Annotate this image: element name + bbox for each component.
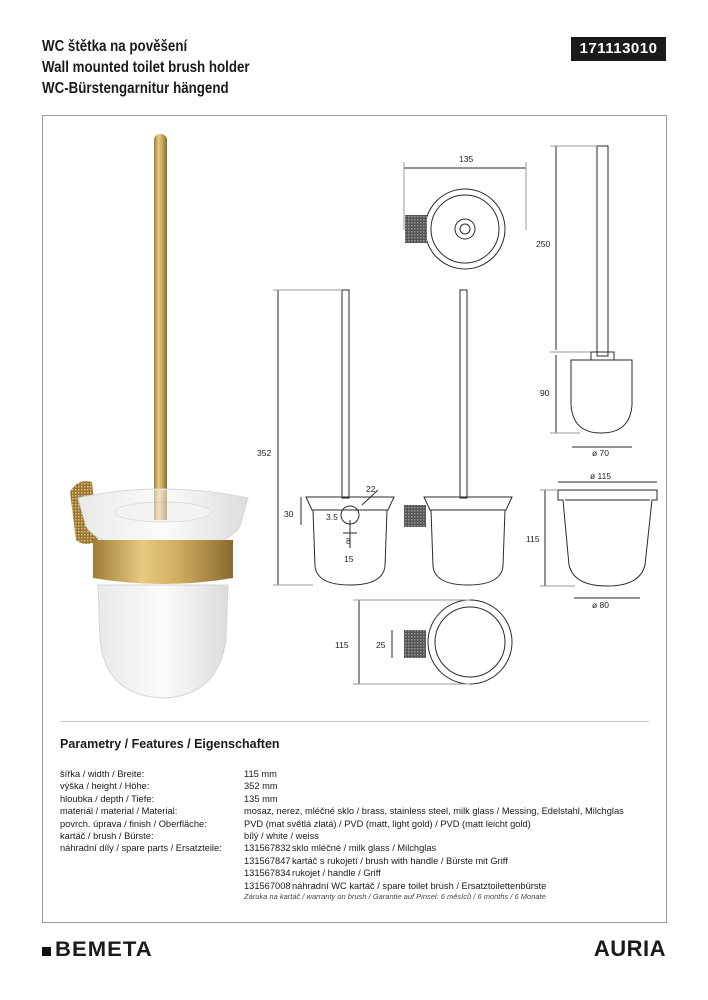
section-divider — [60, 721, 649, 722]
warranty-note: Záruka na kartáč / warranty on brush / Garantie auf Pinsel: 6 měsíců / 6 months / 6 Monate — [244, 892, 546, 901]
logo-square-icon — [42, 947, 51, 956]
spec-value: PVD (mat světlá zlatá) / PVD (matt, light gold) / PVD (matt leicht gold) — [244, 818, 531, 829]
dim-ring-30: 30 — [284, 509, 294, 519]
spec-value: 115 mm — [244, 769, 277, 779]
spare-part-code: 131567832 — [244, 843, 291, 854]
dim-width-115: 115 — [335, 640, 349, 650]
spec-row-brush — [60, 830, 624, 842]
spec-value: mosaz, nerez, mléčné sklo / brass, stainless steel, milk glass / Messing, Edelstahl, Milchglas — [244, 806, 624, 817]
dim-detail-22: 22 — [366, 484, 376, 494]
dim-depth-135: 135 — [459, 154, 474, 164]
brand-logo — [42, 938, 153, 962]
dim-brush-head-90: 90 — [540, 388, 550, 398]
spec-row-height — [60, 780, 624, 792]
spec-row-finish — [60, 818, 624, 830]
spare-part-desc: kartáč s rukojetí / brush with handle / Bürste mit Griff — [292, 855, 508, 866]
spec-value: 135 mm — [244, 793, 278, 804]
spare-part-desc: sklo mléčné / milk glass / Milchglas — [292, 843, 437, 854]
series-name: AURIA — [593, 936, 666, 961]
spec-value: 352 mm — [244, 781, 278, 792]
title-czech: WC štětka na pověšení — [42, 38, 188, 55]
spec-row-width — [60, 768, 624, 780]
spec-label: výška / height / Höhe: — [60, 781, 150, 792]
spec-table — [60, 768, 624, 892]
dim-glass-height-115: 115 — [526, 534, 540, 544]
title-english: Wall mounted toilet brush holder — [42, 59, 250, 76]
dim-brush-250: 250 — [536, 239, 551, 249]
spec-label: šířka / width / Breite: — [60, 769, 145, 779]
params-heading: Parametry / Features / Eigenschaften — [60, 737, 280, 751]
spec-label: povrch. úprava / finish / Oberfläche: — [60, 818, 207, 829]
spare-part-code: 131567008 — [244, 880, 291, 891]
dim-detail-3-5: 3.5 — [326, 512, 338, 522]
dim-brush-dia-70: ø 70 — [592, 448, 610, 458]
dim-detail-15: 15 — [344, 554, 354, 564]
dim-height-352: 352 — [257, 448, 272, 458]
spare-part-code: 131567834 — [244, 868, 291, 879]
brand-name: BEMETA — [55, 938, 153, 961]
spec-label: kartáč / brush / Bürste: — [60, 830, 154, 841]
spare-part-desc: náhradní WC kartáč / spare toilet brush / Ersatztoilettenbürste — [292, 880, 547, 891]
dim-mount-25: 25 — [376, 640, 386, 650]
spec-label: materiál / material / Material: — [60, 806, 178, 817]
title-block — [42, 36, 283, 99]
product-code-badge: 171113010 — [571, 37, 666, 61]
spec-row-spare-4 — [60, 880, 624, 892]
dim-glass-dia-115: ø 115 — [590, 471, 612, 481]
title-german: WC-Bürstengarnitur hängend — [42, 80, 229, 97]
spec-value: bílý / white / weiss — [244, 830, 319, 841]
spec-row-spare-3 — [60, 867, 624, 879]
spec-row-spare-1 — [60, 842, 624, 854]
spec-row-spare-2 — [60, 855, 624, 867]
dim-glass-base-80: ø 80 — [592, 600, 610, 610]
dim-detail-8: 8 — [346, 536, 351, 546]
spec-label: hloubka / depth / Tiefe: — [60, 793, 155, 804]
spec-row-material — [60, 805, 624, 817]
spare-part-code: 131567847 — [244, 855, 291, 866]
spare-part-desc: rukojet / handle / Griff — [292, 868, 381, 879]
spec-row-depth — [60, 793, 624, 805]
spare-parts-label: náhradní díly / spare parts / Ersatzteile: — [60, 843, 222, 854]
